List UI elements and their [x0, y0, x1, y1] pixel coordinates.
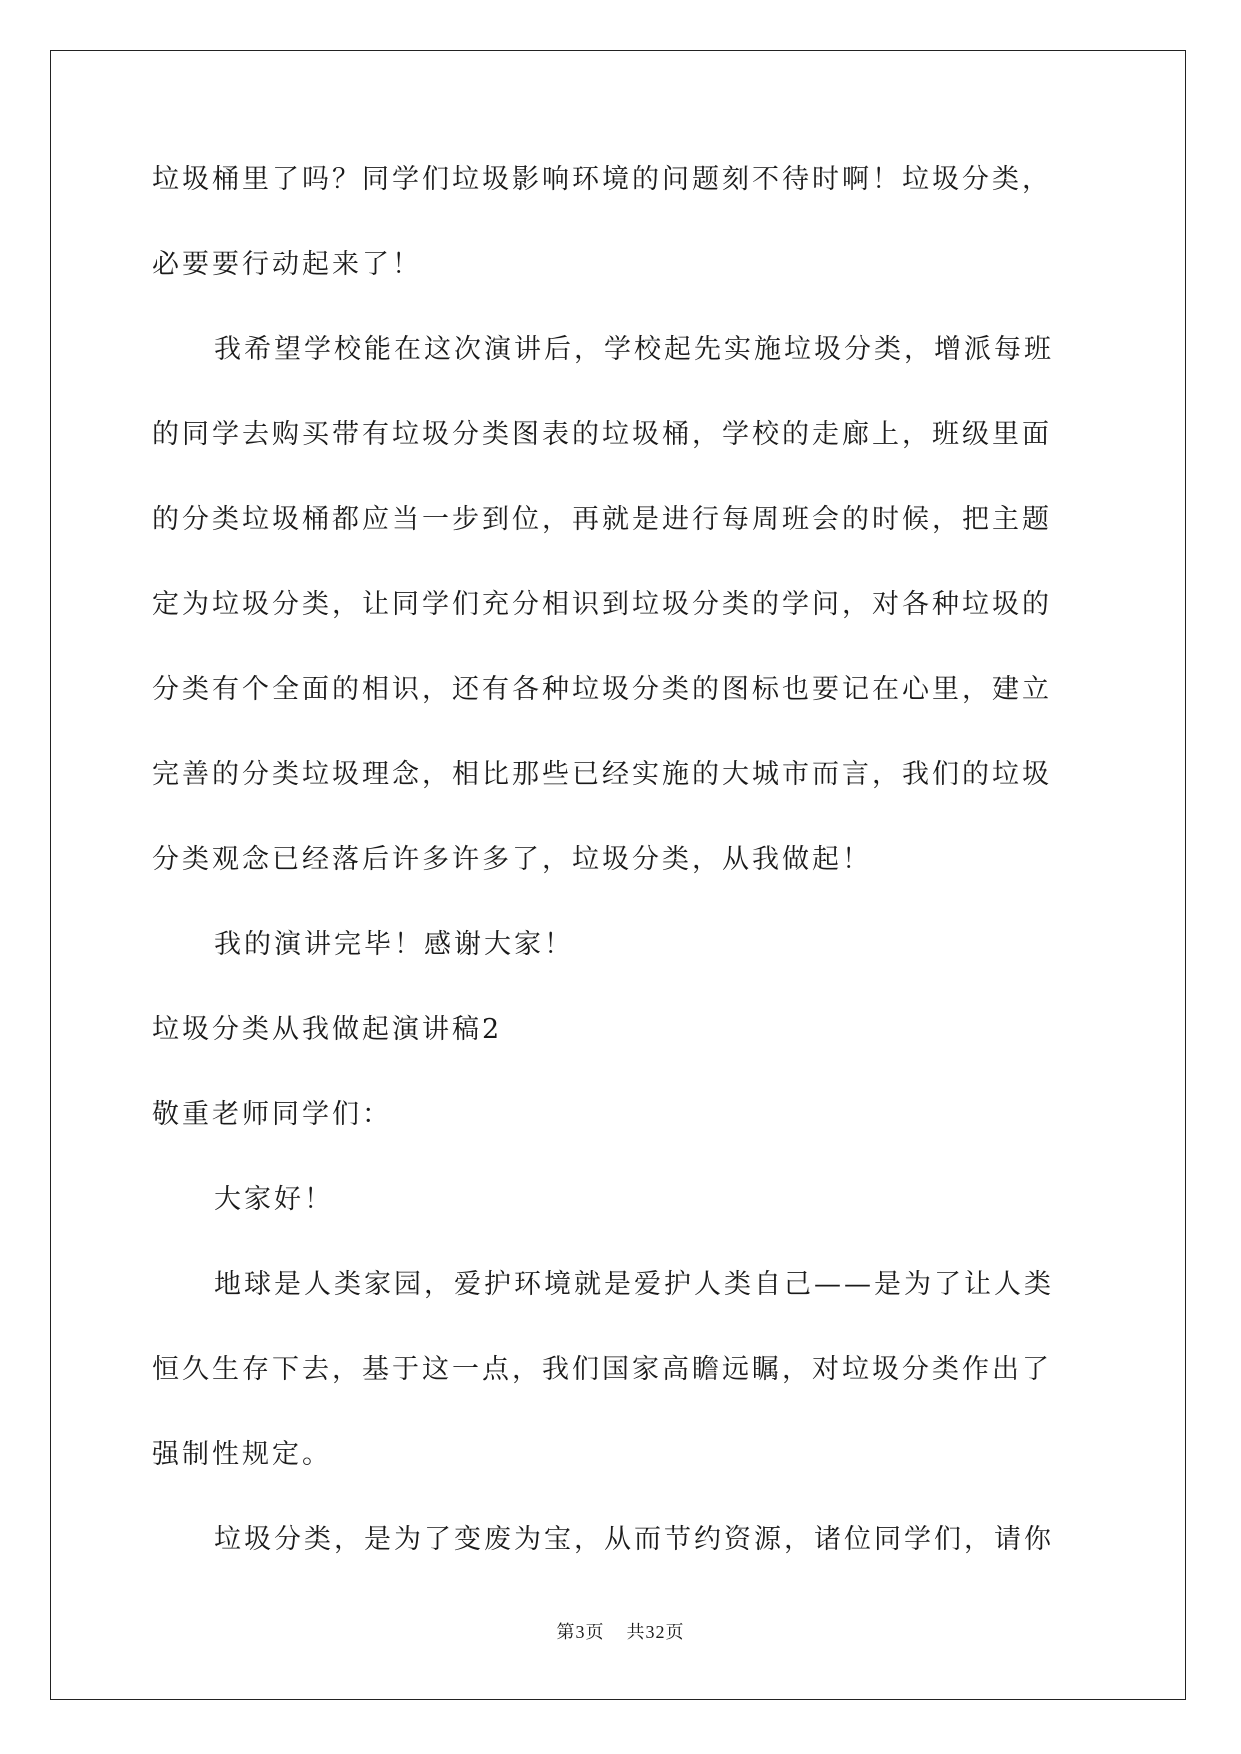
- text-line-14: 地球是人类家园，爱护环境就是爱护人类自己——是为了让人类: [214, 1269, 1054, 1300]
- salutation: 敬重老师同学们：: [152, 1099, 392, 1130]
- text-line-9: 分类观念已经落后许多许多了，垃圾分类，从我做起！: [152, 844, 872, 875]
- page-suffix: 页: [585, 1622, 605, 1643]
- section-heading: 垃圾分类从我做起演讲稿2: [152, 1014, 503, 1045]
- text-line-1: 垃圾桶里了吗？同学们垃圾影响环境的问题刻不待时啊！垃圾分类，: [152, 164, 1052, 195]
- text-line-15: 恒久生存下去，基于这一点，我们国家高瞻远瞩，对垃圾分类作出了: [152, 1354, 1052, 1385]
- text-line-6: 定为垃圾分类，让同学们充分相识到垃圾分类的学问，对各种垃圾的: [152, 589, 1052, 620]
- document-body: [152, 160, 1087, 1605]
- text-line-10: 我的演讲完毕！感谢大家！: [214, 929, 574, 960]
- text-line-5: 的分类垃圾桶都应当一步到位，再就是进行每周班会的时候，把主题: [152, 504, 1052, 535]
- total-pages: 32: [645, 1622, 666, 1642]
- text-line-8: 完善的分类垃圾理念，相比那些已经实施的大城市而言，我们的垃圾: [152, 759, 1052, 790]
- text-line-2: 必要要行动起来了！: [152, 249, 422, 280]
- page-prefix: 第: [556, 1622, 576, 1643]
- page-footer: [0, 1620, 1241, 1645]
- total-suffix: 页: [665, 1622, 685, 1643]
- total-prefix: 共: [626, 1622, 646, 1643]
- text-line-3: 我希望学校能在这次演讲后，学校起先实施垃圾分类，增派每班: [214, 334, 1054, 365]
- text-line-4: 的同学去购买带有垃圾分类图表的垃圾桶，学校的走廊上，班级里面: [152, 419, 1052, 450]
- text-line-7: 分类有个全面的相识，还有各种垃圾分类的图标也要记在心里，建立: [152, 674, 1052, 705]
- greeting: 大家好！: [214, 1184, 334, 1215]
- text-line-17: 垃圾分类，是为了变废为宝，从而节约资源，诸位同学们，请你: [214, 1524, 1054, 1555]
- text-line-16: 强制性规定。: [152, 1439, 332, 1470]
- page-number: 3: [575, 1622, 586, 1642]
